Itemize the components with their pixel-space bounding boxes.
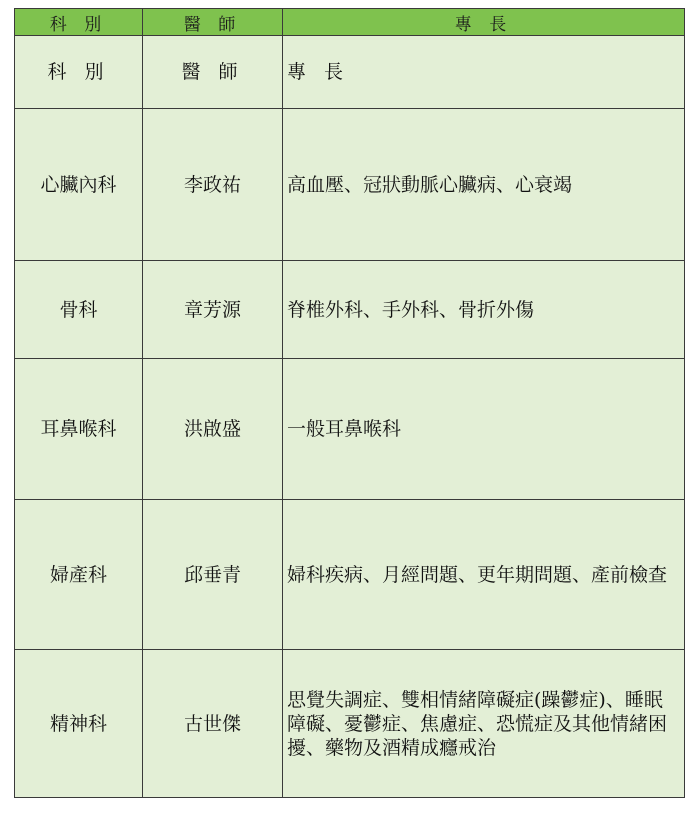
specialty-cell: 脊椎外科、手外科、骨折外傷 — [283, 261, 685, 359]
department-cell: 婦產科 — [15, 500, 143, 650]
table-row — [15, 500, 685, 650]
table-row — [15, 109, 685, 261]
specialty-cell: 婦科疾病、月經問題、更年期問題、產前檢查 — [283, 500, 685, 650]
table-row — [15, 36, 685, 109]
table-row — [15, 261, 685, 359]
department-cell: 骨科 — [15, 261, 143, 359]
doctor-cell: 李政祐 — [143, 109, 283, 261]
department-cell: 耳鼻喉科 — [15, 359, 143, 500]
doctor-cell: 古世傑 — [143, 650, 283, 798]
doctor-cell: 醫 師 — [143, 36, 283, 109]
doctor-specialty-table — [14, 8, 685, 798]
specialty-cell: 思覺失調症、雙相情緒障礙症(躁鬱症)、睡眠障礙、憂鬱症、焦慮症、恐慌症及其他情緒困擾、藥物及酒精成癮戒治 — [283, 650, 685, 798]
doctor-cell: 章芳源 — [143, 261, 283, 359]
table-header-row — [15, 9, 685, 36]
department-cell: 科 別 — [15, 36, 143, 109]
table-row — [15, 359, 685, 500]
header-specialty: 專 長 — [283, 9, 685, 36]
table-row — [15, 650, 685, 798]
header-department: 科 別 — [15, 9, 143, 36]
specialty-cell: 專 長 — [283, 36, 685, 109]
department-cell: 精神科 — [15, 650, 143, 798]
header-doctor: 醫 師 — [143, 9, 283, 36]
specialty-cell: 一般耳鼻喉科 — [283, 359, 685, 500]
doctor-cell: 洪啟盛 — [143, 359, 283, 500]
doctor-cell: 邱垂青 — [143, 500, 283, 650]
department-cell: 心臟內科 — [15, 109, 143, 261]
specialty-cell: 高血壓、冠狀動脈心臟病、心衰竭 — [283, 109, 685, 261]
